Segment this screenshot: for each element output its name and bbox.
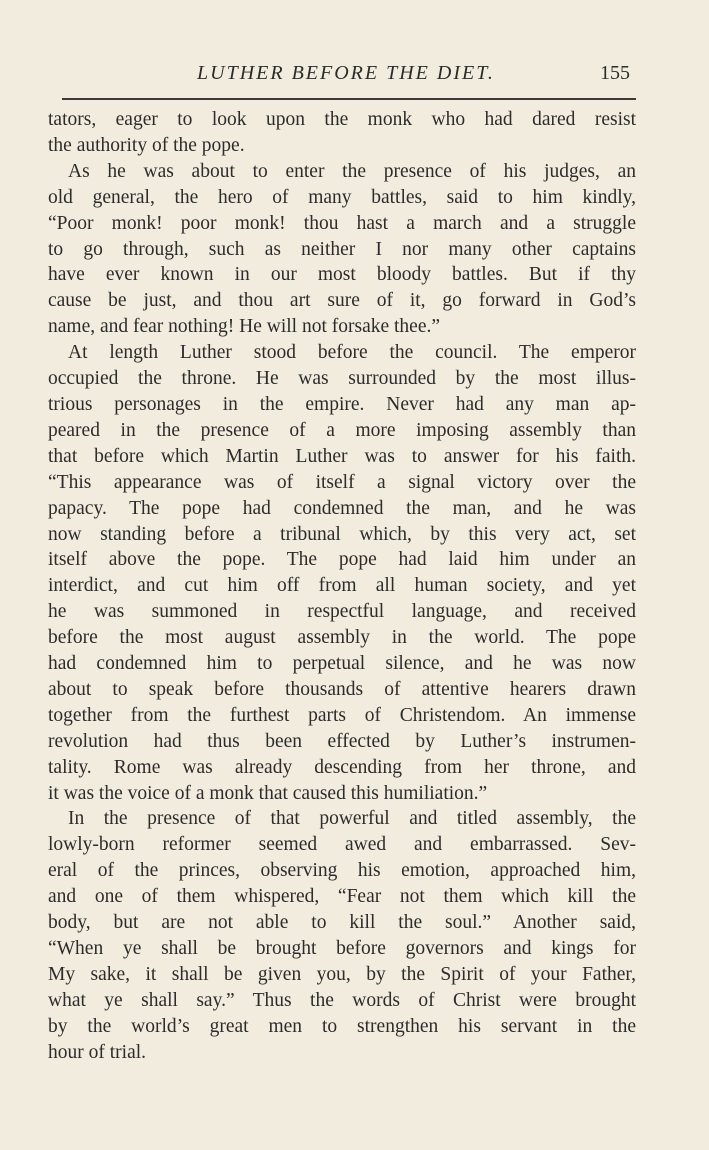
text-line: to go through, such as neither I nor many other captains bbox=[48, 238, 636, 260]
text-line: about to speak before thousands of attentive hearers drawn bbox=[48, 678, 636, 700]
text-line: tators, eager to look upon the monk who had dared resist bbox=[48, 109, 636, 130]
text-line: what ye shall say.” Thus the words of Christ were brought bbox=[48, 989, 636, 1011]
text-line: by the world’s great men to strengthen his servant in the bbox=[48, 1015, 636, 1037]
text-line: body, but are not able to kill the soul.” Another said, bbox=[48, 912, 636, 934]
text-line: together from the furthest parts of Christendom. An immense bbox=[48, 704, 636, 726]
text-line: before the most august assembly in the world. The pope bbox=[48, 627, 636, 649]
body-text bbox=[48, 107, 636, 1066]
text-line: now standing before a tribunal which, by this very act, set bbox=[48, 523, 636, 545]
text-line: he was summoned in respectful language, and received bbox=[48, 601, 636, 623]
text-line: hour of trial. bbox=[48, 1041, 147, 1063]
text-line: it was the voice of a monk that caused this humiliation.” bbox=[48, 782, 488, 804]
text-line: itself above the pope. The pope had laid him under an bbox=[48, 549, 636, 571]
paragraph bbox=[48, 107, 636, 159]
paragraph bbox=[48, 340, 636, 806]
text-line: and one of them whispered, “Fear not them which kill the bbox=[48, 886, 636, 908]
text-line: cause be just, and thou art sure of it, go forward in God’s bbox=[48, 290, 636, 312]
text-line: papacy. The pope had condemned the man, and he was bbox=[48, 497, 636, 519]
text-line: revolution had thus been effected by Luther’s instrumen- bbox=[48, 730, 636, 752]
running-title: LUTHER BEFORE THE DIET. bbox=[197, 62, 495, 84]
paragraph bbox=[48, 806, 636, 1065]
text-line: “Poor monk! poor monk! thou hast a march and a struggle bbox=[48, 212, 636, 234]
text-line: have ever known in our most bloody battles. But if thy bbox=[48, 264, 636, 286]
text-line: peared in the presence of a more imposing assembly than bbox=[48, 419, 636, 441]
text-line: interdict, and cut him off from all human society, and yet bbox=[48, 575, 636, 597]
text-line: My sake, it shall be given you, by the Spirit of your Father, bbox=[48, 963, 636, 985]
text-line: As he was about to enter the presence of his judges, an bbox=[68, 160, 636, 182]
text-line: that before which Martin Luther was to answer for his faith. bbox=[48, 445, 636, 467]
text-line: occupied the throne. He was surrounded by the most illus- bbox=[48, 368, 636, 390]
text-line: tality. Rome was already descending from her throne, and bbox=[48, 756, 636, 778]
header-rule bbox=[62, 98, 636, 100]
text-line: the authority of the pope. bbox=[48, 134, 245, 156]
paragraph bbox=[48, 159, 636, 340]
text-line: In the presence of that powerful and titled assembly, the bbox=[68, 808, 636, 830]
text-line: “This appearance was of itself a signal victory over the bbox=[48, 471, 636, 493]
page-number: 155 bbox=[600, 62, 630, 84]
text-line: eral of the princes, observing his emotion, approached him, bbox=[48, 860, 636, 882]
text-line: trious personages in the empire. Never had any man ap- bbox=[48, 393, 636, 415]
text-line: “When ye shall be brought before governors and kings for bbox=[48, 938, 636, 959]
text-line: old general, the hero of many battles, said to him kindly, bbox=[48, 186, 636, 208]
text-line: At length Luther stood before the council. The emperor bbox=[68, 342, 636, 364]
page-header bbox=[62, 62, 636, 92]
text-line: lowly-born reformer seemed awed and embarrassed. Sev- bbox=[48, 834, 636, 856]
text-line: had condemned him to perpetual silence, and he was now bbox=[48, 653, 636, 675]
text-line: name, and fear nothing! He will not forsake thee.” bbox=[48, 316, 441, 338]
